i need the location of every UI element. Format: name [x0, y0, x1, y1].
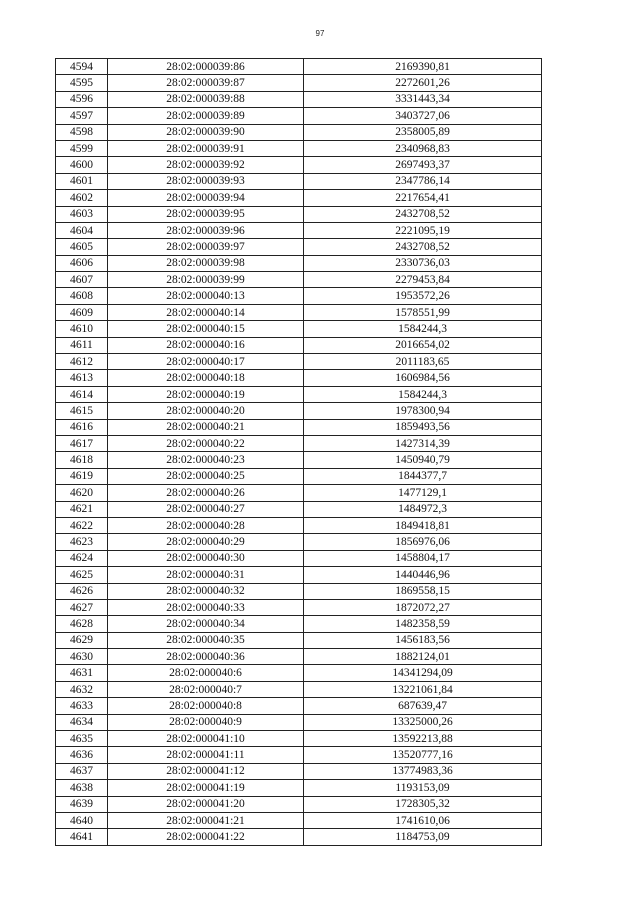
cadastral-number-cell: 28:02:000040:22 [108, 435, 304, 451]
cadastral-value-table [55, 58, 542, 846]
table-row [56, 157, 542, 173]
cadastral-value-cell: 2221095,19 [304, 222, 542, 238]
table-row [56, 796, 542, 812]
cadastral-value-cell: 2217654,41 [304, 190, 542, 206]
cadastral-value-cell: 2347786,14 [304, 173, 542, 189]
table-row [56, 599, 542, 615]
cadastral-value-cell: 2432708,52 [304, 239, 542, 255]
table-row [56, 75, 542, 91]
cadastral-number-cell: 28:02:000040:33 [108, 599, 304, 615]
cadastral-value-cell: 1728305,32 [304, 796, 542, 812]
cadastral-number-cell: 28:02:000040:35 [108, 632, 304, 648]
row-number-cell: 4632 [56, 681, 108, 697]
cadastral-value-cell: 1844377,7 [304, 468, 542, 484]
cadastral-number-cell: 28:02:000039:97 [108, 239, 304, 255]
table-row [56, 190, 542, 206]
cadastral-number-cell: 28:02:000040:7 [108, 681, 304, 697]
table-row [56, 632, 542, 648]
cadastral-value-cell: 2432708,52 [304, 206, 542, 222]
row-number-cell: 4604 [56, 222, 108, 238]
row-number-cell: 4600 [56, 157, 108, 173]
cadastral-number-cell: 28:02:000040:25 [108, 468, 304, 484]
table-row [56, 255, 542, 271]
table-row [56, 288, 542, 304]
table-row [56, 501, 542, 517]
cadastral-number-cell: 28:02:000040:18 [108, 370, 304, 386]
cadastral-value-cell: 1872072,27 [304, 599, 542, 615]
row-number-cell: 4614 [56, 386, 108, 402]
cadastral-value-cell: 3403727,06 [304, 108, 542, 124]
cadastral-value-cell: 1184753,09 [304, 829, 542, 845]
cadastral-value-cell: 1606984,56 [304, 370, 542, 386]
row-number-cell: 4608 [56, 288, 108, 304]
cadastral-value-cell: 1849418,81 [304, 517, 542, 533]
row-number-cell: 4622 [56, 517, 108, 533]
cadastral-value-cell: 13221061,84 [304, 681, 542, 697]
cadastral-number-cell: 28:02:000040:9 [108, 714, 304, 730]
cadastral-number-cell: 28:02:000039:91 [108, 140, 304, 156]
cadastral-value-cell: 2358005,89 [304, 124, 542, 140]
table-row [56, 698, 542, 714]
table-row [56, 616, 542, 632]
cadastral-number-cell: 28:02:000040:17 [108, 354, 304, 370]
cadastral-number-cell: 28:02:000041:11 [108, 747, 304, 763]
table-row [56, 829, 542, 845]
table-row [56, 173, 542, 189]
row-number-cell: 4594 [56, 59, 108, 75]
cadastral-number-cell: 28:02:000041:20 [108, 796, 304, 812]
table-row [56, 370, 542, 386]
cadastral-number-cell: 28:02:000041:21 [108, 812, 304, 828]
row-number-cell: 4616 [56, 419, 108, 435]
table-row [56, 649, 542, 665]
cadastral-number-cell: 28:02:000040:20 [108, 403, 304, 419]
cadastral-number-cell: 28:02:000040:15 [108, 321, 304, 337]
cadastral-value-cell: 13592213,88 [304, 731, 542, 747]
cadastral-value-cell: 2279453,84 [304, 272, 542, 288]
table-row [56, 386, 542, 402]
row-number-cell: 4615 [56, 403, 108, 419]
row-number-cell: 4635 [56, 731, 108, 747]
cadastral-number-cell: 28:02:000040:34 [108, 616, 304, 632]
cadastral-number-cell: 28:02:000040:36 [108, 649, 304, 665]
row-number-cell: 4597 [56, 108, 108, 124]
cadastral-value-cell: 1856976,06 [304, 534, 542, 550]
table-row [56, 419, 542, 435]
cadastral-value-cell: 1458804,17 [304, 550, 542, 566]
cadastral-number-cell: 28:02:000040:8 [108, 698, 304, 714]
row-number-cell: 4602 [56, 190, 108, 206]
row-number-cell: 4637 [56, 763, 108, 779]
row-number-cell: 4627 [56, 599, 108, 615]
cadastral-number-cell: 28:02:000040:31 [108, 567, 304, 583]
cadastral-number-cell: 28:02:000039:89 [108, 108, 304, 124]
table-row [56, 747, 542, 763]
row-number-cell: 4618 [56, 452, 108, 468]
cadastral-number-cell: 28:02:000040:23 [108, 452, 304, 468]
cadastral-number-cell: 28:02:000039:98 [108, 255, 304, 271]
table-row [56, 108, 542, 124]
cadastral-value-cell: 1953572,26 [304, 288, 542, 304]
table-row [56, 763, 542, 779]
cadastral-number-cell: 28:02:000041:10 [108, 731, 304, 747]
row-number-cell: 4605 [56, 239, 108, 255]
cadastral-value-cell: 687639,47 [304, 698, 542, 714]
row-number-cell: 4633 [56, 698, 108, 714]
row-number-cell: 4630 [56, 649, 108, 665]
cadastral-number-cell: 28:02:000039:88 [108, 91, 304, 107]
row-number-cell: 4636 [56, 747, 108, 763]
cadastral-number-cell: 28:02:000039:93 [108, 173, 304, 189]
table-row [56, 517, 542, 533]
cadastral-value-cell: 1584244,3 [304, 321, 542, 337]
cadastral-number-cell: 28:02:000041:22 [108, 829, 304, 845]
cadastral-number-cell: 28:02:000040:27 [108, 501, 304, 517]
table-row [56, 222, 542, 238]
cadastral-number-cell: 28:02:000039:94 [108, 190, 304, 206]
cadastral-value-cell: 2272601,26 [304, 75, 542, 91]
row-number-cell: 4631 [56, 665, 108, 681]
table-row [56, 304, 542, 320]
cadastral-number-cell: 28:02:000039:87 [108, 75, 304, 91]
table-row [56, 681, 542, 697]
row-number-cell: 4596 [56, 91, 108, 107]
cadastral-number-cell: 28:02:000040:29 [108, 534, 304, 550]
cadastral-number-cell: 28:02:000039:95 [108, 206, 304, 222]
row-number-cell: 4628 [56, 616, 108, 632]
cadastral-number-cell: 28:02:000040:19 [108, 386, 304, 402]
table-row [56, 665, 542, 681]
row-number-cell: 4620 [56, 485, 108, 501]
row-number-cell: 4607 [56, 272, 108, 288]
table-row [56, 780, 542, 796]
row-number-cell: 4621 [56, 501, 108, 517]
table-row [56, 321, 542, 337]
table-row [56, 485, 542, 501]
row-number-cell: 4619 [56, 468, 108, 484]
row-number-cell: 4634 [56, 714, 108, 730]
cadastral-number-cell: 28:02:000040:28 [108, 517, 304, 533]
table-body [56, 59, 542, 846]
cadastral-number-cell: 28:02:000040:16 [108, 337, 304, 353]
table-row [56, 239, 542, 255]
cadastral-value-cell: 3331443,34 [304, 91, 542, 107]
cadastral-value-cell: 1450940,79 [304, 452, 542, 468]
row-number-cell: 4609 [56, 304, 108, 320]
row-number-cell: 4623 [56, 534, 108, 550]
cadastral-number-cell: 28:02:000041:19 [108, 780, 304, 796]
cadastral-value-cell: 1882124,01 [304, 649, 542, 665]
cadastral-value-cell: 1482358,59 [304, 616, 542, 632]
cadastral-number-cell: 28:02:000039:90 [108, 124, 304, 140]
page-number: 97 [315, 29, 325, 38]
cadastral-value-cell: 1978300,94 [304, 403, 542, 419]
table-row [56, 550, 542, 566]
row-number-cell: 4617 [56, 435, 108, 451]
row-number-cell: 4638 [56, 780, 108, 796]
table-row [56, 272, 542, 288]
cadastral-value-cell: 2011183,65 [304, 354, 542, 370]
cadastral-number-cell: 28:02:000040:13 [108, 288, 304, 304]
row-number-cell: 4640 [56, 812, 108, 828]
table-row [56, 583, 542, 599]
cadastral-number-cell: 28:02:000040:21 [108, 419, 304, 435]
row-number-cell: 4606 [56, 255, 108, 271]
cadastral-number-cell: 28:02:000040:26 [108, 485, 304, 501]
cadastral-value-cell: 1193153,09 [304, 780, 542, 796]
cadastral-value-cell: 1578551,99 [304, 304, 542, 320]
table-row [56, 452, 542, 468]
row-number-cell: 4611 [56, 337, 108, 353]
cadastral-value-cell: 13520777,16 [304, 747, 542, 763]
row-number-cell: 4603 [56, 206, 108, 222]
row-number-cell: 4601 [56, 173, 108, 189]
cadastral-value-cell: 1440446,96 [304, 567, 542, 583]
row-number-cell: 4610 [56, 321, 108, 337]
row-number-cell: 4624 [56, 550, 108, 566]
table-row [56, 468, 542, 484]
cadastral-number-cell: 28:02:000039:86 [108, 59, 304, 75]
table-row [56, 714, 542, 730]
cadastral-number-cell: 28:02:000041:12 [108, 763, 304, 779]
cadastral-number-cell: 28:02:000040:14 [108, 304, 304, 320]
cadastral-number-cell: 28:02:000039:92 [108, 157, 304, 173]
table-row [56, 731, 542, 747]
table-row [56, 812, 542, 828]
cadastral-value-cell: 13325000,26 [304, 714, 542, 730]
row-number-cell: 4599 [56, 140, 108, 156]
row-number-cell: 4595 [56, 75, 108, 91]
table-row [56, 403, 542, 419]
row-number-cell: 4641 [56, 829, 108, 845]
cadastral-value-cell: 1859493,56 [304, 419, 542, 435]
row-number-cell: 4612 [56, 354, 108, 370]
cadastral-number-cell: 28:02:000040:30 [108, 550, 304, 566]
table-row [56, 91, 542, 107]
cadastral-value-cell: 2697493,37 [304, 157, 542, 173]
cadastral-value-cell: 2169390,81 [304, 59, 542, 75]
row-number-cell: 4629 [56, 632, 108, 648]
cadastral-value-cell: 2016654,02 [304, 337, 542, 353]
cadastral-number-cell: 28:02:000040:32 [108, 583, 304, 599]
cadastral-number-cell: 28:02:000040:6 [108, 665, 304, 681]
table-row [56, 534, 542, 550]
cadastral-value-cell: 1584244,3 [304, 386, 542, 402]
table-row [56, 140, 542, 156]
table-row [56, 206, 542, 222]
table-row [56, 337, 542, 353]
cadastral-value-cell: 1741610,06 [304, 812, 542, 828]
table-row [56, 354, 542, 370]
row-number-cell: 4598 [56, 124, 108, 140]
row-number-cell: 4625 [56, 567, 108, 583]
cadastral-value-cell: 1484972,3 [304, 501, 542, 517]
table-row [56, 435, 542, 451]
cadastral-value-cell: 1477129,1 [304, 485, 542, 501]
cadastral-value-cell: 1427314,39 [304, 435, 542, 451]
row-number-cell: 4626 [56, 583, 108, 599]
cadastral-number-cell: 28:02:000039:96 [108, 222, 304, 238]
table-row [56, 59, 542, 75]
cadastral-value-cell: 13774983,36 [304, 763, 542, 779]
cadastral-value-cell: 1869558,15 [304, 583, 542, 599]
row-number-cell: 4639 [56, 796, 108, 812]
table-row [56, 567, 542, 583]
cadastral-value-cell: 2330736,03 [304, 255, 542, 271]
row-number-cell: 4613 [56, 370, 108, 386]
cadastral-value-cell: 2340968,83 [304, 140, 542, 156]
table-row [56, 124, 542, 140]
cadastral-value-cell: 1456183,56 [304, 632, 542, 648]
cadastral-number-cell: 28:02:000039:99 [108, 272, 304, 288]
cadastral-value-cell: 14341294,09 [304, 665, 542, 681]
